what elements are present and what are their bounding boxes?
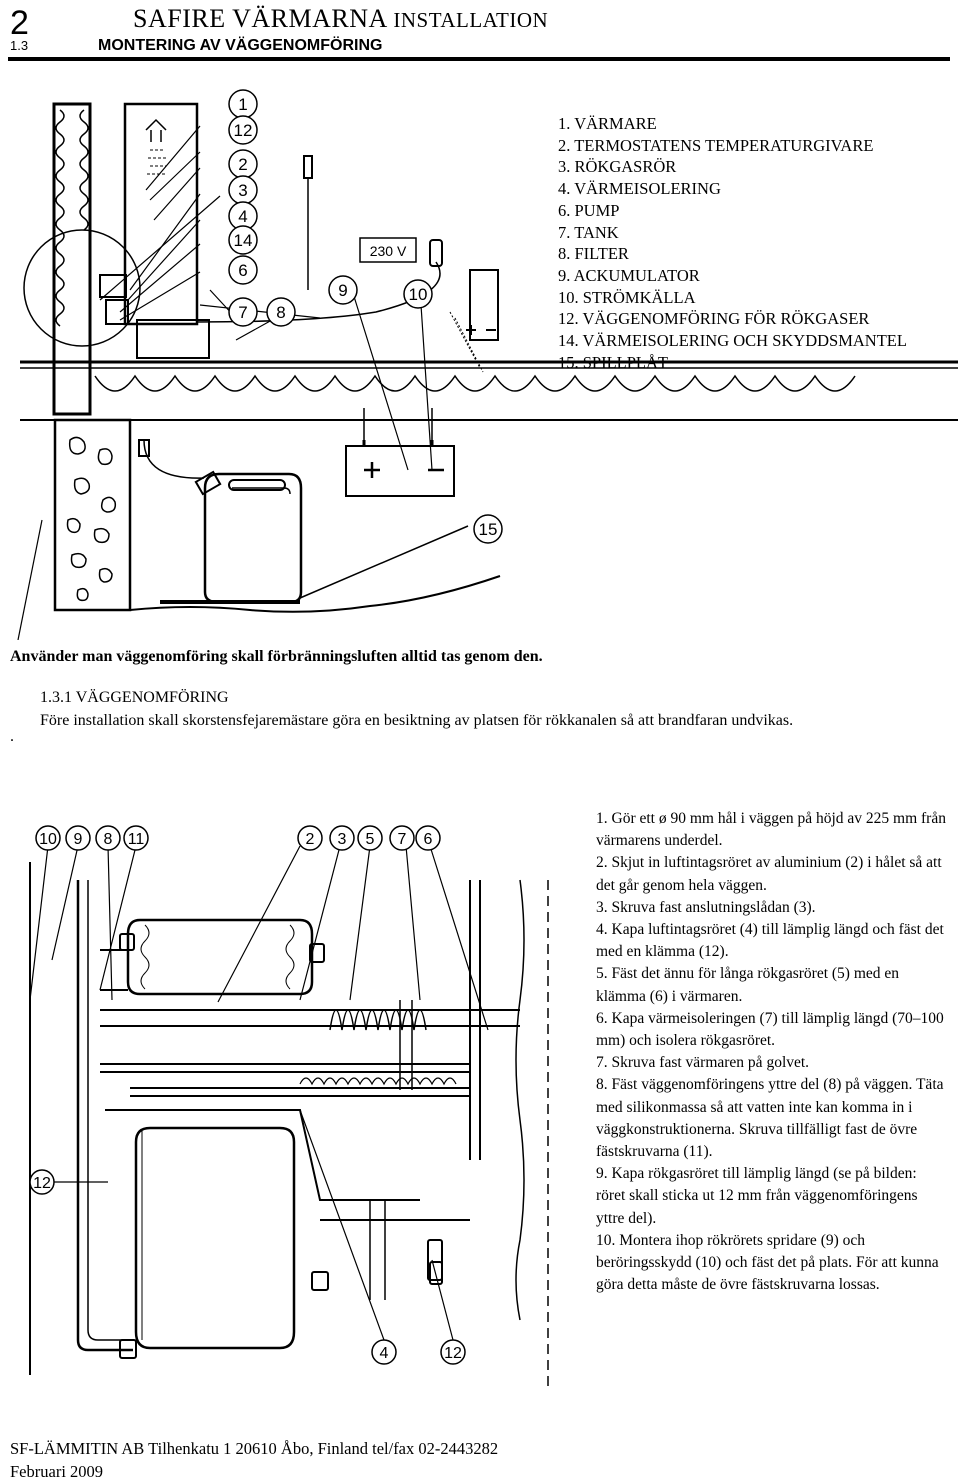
parts-list-item: 4. VÄRMEISOLERING <box>558 179 721 199</box>
callout-10: 10 <box>408 285 428 304</box>
callout-12: 12 <box>233 121 253 140</box>
fig2-callout-2: 2 <box>305 831 315 848</box>
callout-7: 7 <box>238 303 248 322</box>
title-main: SAFIRE VÄRMARNA <box>133 4 387 33</box>
fig2-callout-8: 8 <box>103 831 113 848</box>
section-heading: MONTERING AV VÄGGENOMFÖRING <box>98 37 383 54</box>
fig2-callout-7: 7 <box>397 831 407 848</box>
subsection-text: Före installation skall skorstensfejaremästare göra en besiktning av platsen för rökkanalen så att brandfaran undvikas. <box>40 712 794 729</box>
parts-list-item: 7. TANK <box>558 222 619 242</box>
parts-list-item: 6. PUMP <box>558 200 620 220</box>
callout-3: 3 <box>238 181 248 200</box>
parts-list-item: 8. FILTER <box>558 244 629 264</box>
fig2-callout-12-side: 12 <box>33 1175 51 1192</box>
fig2-callout-6: 6 <box>423 831 433 848</box>
intro-note: Använder man väggenomföring skall förbränningsluften alltid tas genom den. <box>10 648 543 665</box>
fig2-callout-11: 11 <box>127 831 145 848</box>
step-item: 3. Skruva fast anslutningslådan (3). <box>596 898 816 916</box>
step-item: 7. Skruva fast värmaren på golvet. <box>596 1054 810 1072</box>
parts-list-item: 15. SPILLPLÅT <box>558 352 669 372</box>
page-number: 2 <box>10 4 29 42</box>
parts-list-item: 12. VÄGGENOMFÖRING FÖR RÖKGASER <box>558 309 870 329</box>
fig2-callout-10: 10 <box>39 831 57 848</box>
footer-address: SF-LÄMMITIN AB Tilhenkatu 1 20610 Åbo, Finland tel/fax 02-2443282 <box>10 1439 499 1458</box>
step-item: 1. Gör ett ø 90 mm hål i väggen på höjd av 225 mm från värmarens underdel. <box>596 810 946 850</box>
parts-list-item: 3. RÖKGASRÖR <box>558 157 677 177</box>
subsection-heading: 1.3.1 VÄGGENOMFÖRING <box>40 689 229 706</box>
fig2-callout-12-bottom: 12 <box>444 1345 462 1362</box>
parts-list-item: 10. STRÖMKÄLLA <box>558 287 696 307</box>
step-item: 4. Kapa luftintagsröret (4) till lämplig längd och fäst det med en klämma (12). <box>596 921 944 961</box>
step-item: 6. Kapa värmeisoleringen (7) till lämplig längd (70–100 mm) och isolera rökgasröret. <box>596 1009 944 1050</box>
parts-list-item: 2. TERMOSTATENS TEMPERATURGIVARE <box>558 135 874 155</box>
callout-4: 4 <box>238 207 248 226</box>
installation-steps <box>596 808 946 1296</box>
step-item: 9. Kapa rökgasröret till lämplig längd (se på bilden: röret skall sticka ut 12 mm från väggenomföringens yttre del). <box>596 1165 918 1227</box>
callout-6: 6 <box>238 261 248 280</box>
step-item: 8. Fäst väggenomföringens yttre del (8) på väggen. Täta med silikonmassa så att vatten inte kan komma in i väggkonstruktionerna. Skruva tillfälligt fast de övre fästskruvarna (11). <box>596 1076 944 1161</box>
callout-1: 1 <box>238 95 248 114</box>
callout-15: 15 <box>478 520 498 539</box>
callout-9: 9 <box>338 281 348 300</box>
step-item: 2. Skjut in luftintagsröret av aluminium (2) i hålet så att det går genom hela väggen. <box>596 854 942 894</box>
fig2-callout-5: 5 <box>365 831 375 848</box>
step-item: 10. Montera ihop rökrörets spridare (9) och beröringsskydd (10) och fäst det på plats. För att kunna göra detta måste de övre fästskruvarna lossas. <box>596 1231 939 1294</box>
parts-list-item: 9. ACKUMULATOR <box>558 265 700 285</box>
callout-8: 8 <box>276 303 286 322</box>
fig2-callout-3: 3 <box>337 831 347 848</box>
callout-2: 2 <box>238 155 248 174</box>
wall-passthrough-diagram <box>0 800 590 1400</box>
title-sub: INSTALLATION <box>393 8 549 32</box>
voltage-label: 230 V <box>369 243 407 259</box>
parts-list-item: 1. VÄRMARE <box>558 114 657 133</box>
step-item: 5. Fäst det ännu för långa rökgasröret (5) med en klämma (6) i värmaren. <box>596 965 900 1005</box>
footer-date: Februari 2009 <box>10 1462 104 1481</box>
stray-dot: . <box>10 728 14 745</box>
section-number: 1.3 <box>10 38 29 53</box>
fig2-callout-4: 4 <box>379 1345 389 1362</box>
parts-list-item: 14. VÄRMEISOLERING OCH SKYDDSMANTEL <box>558 331 907 351</box>
parts-list <box>558 113 907 373</box>
document-title <box>133 4 548 34</box>
fig2-callout-9: 9 <box>73 831 83 848</box>
callout-14: 14 <box>233 231 253 250</box>
